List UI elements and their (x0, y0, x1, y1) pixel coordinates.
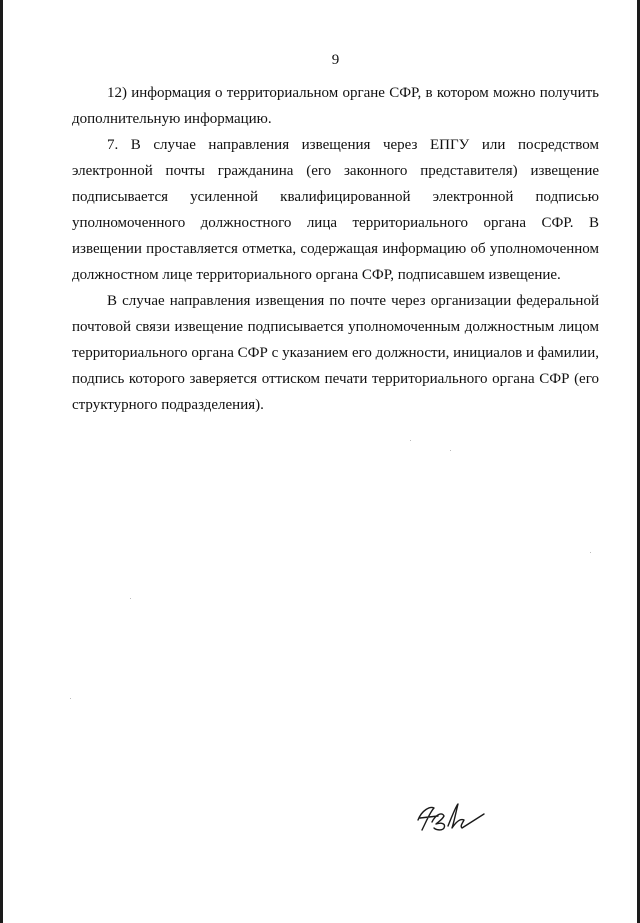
scan-border-left (0, 0, 3, 923)
paragraph-item-7: 7. В случае направления извещения через ЕПГУ или посредством электронной почты гражданина (его законного представителя) извещение подписывается усиленной квалифицированной электронной подписью уполномоченного должностного лица территориального органа СФР. В извещении проставляется отметка, содержащая информацию об уполномоченном должностном лице территориального органа СФР, подписавшем извещение. (72, 137, 599, 283)
scan-speck (450, 450, 451, 451)
scan-speck (410, 440, 411, 441)
scan-speck (70, 698, 71, 699)
paragraph-item-12: 12) информация о территориальном органе СФР, в котором можно получить дополнительную информацию. (72, 85, 599, 127)
page-number: 9 (331, 52, 340, 68)
scan-speck (130, 598, 131, 599)
signature-icon (412, 796, 492, 836)
paragraph-postal-signing: В случае направления извещения по почте через организации федеральной почтовой связи извещение подписывается уполномоченным должностным лицом территориального органа СФР с указанием его должности, инициалов и фамилии, подпись которого заверяется оттиском печати территориального органа СФР (его структурного подразделения). (72, 293, 599, 413)
scan-speck (590, 552, 591, 553)
